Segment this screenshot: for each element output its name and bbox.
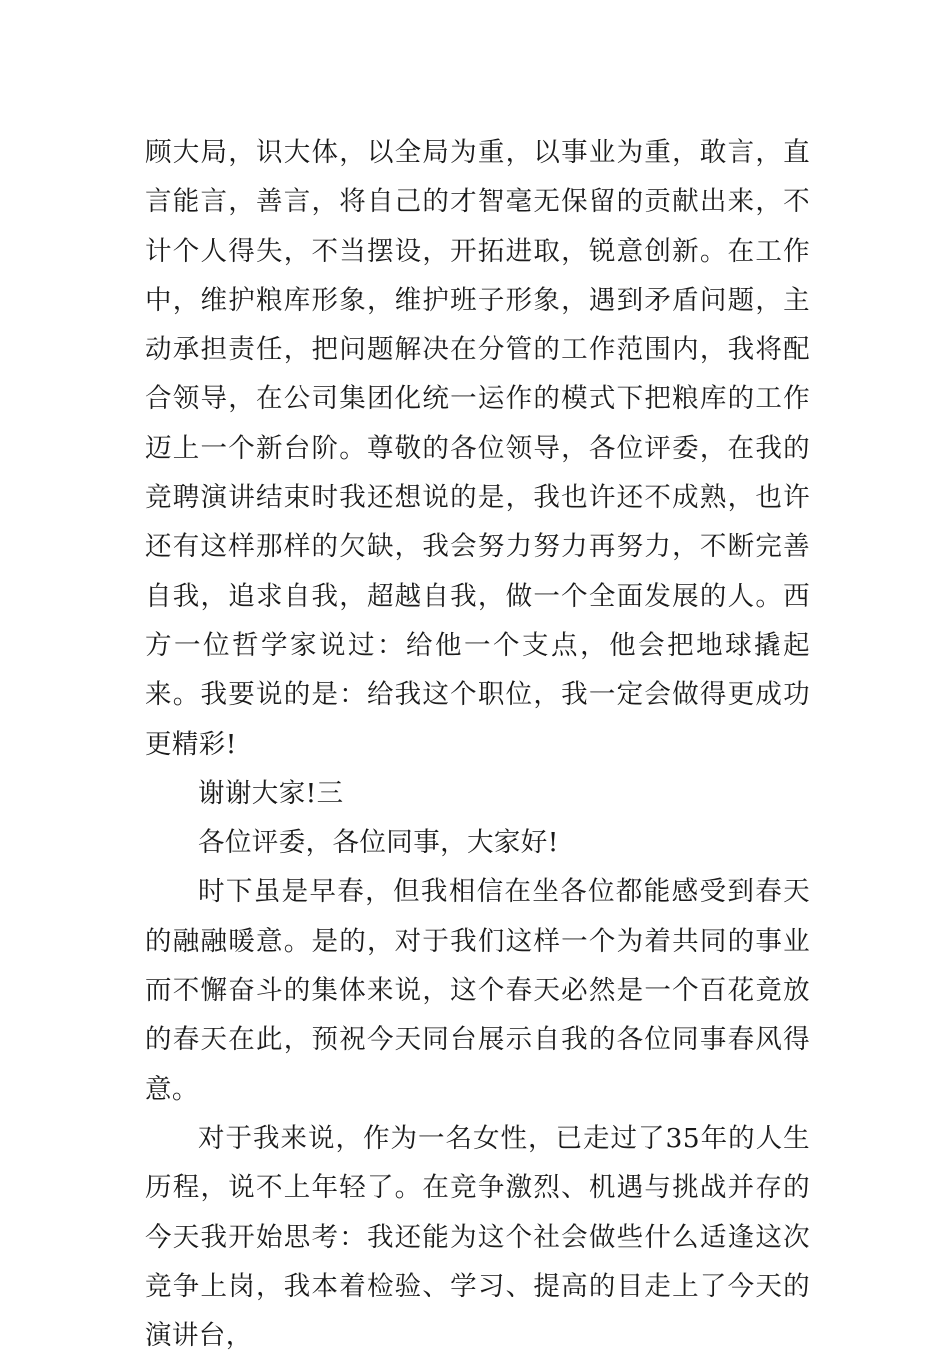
paragraph-personal: 对于我来说，作为一名女性，已走过了35年的人生历程，说不上年轻了。在竞争激烈、机遇与挑战并存的今天我开始思考：我还能为这个社会做些什么适逢这次竞争上岗，我本着检验、学习、提高的目走上了今天的演讲台， bbox=[145, 1122, 810, 1352]
document-body bbox=[145, 128, 810, 1360]
paragraph-greeting: 各位评委，各位同事，大家好! bbox=[198, 827, 559, 859]
paragraph-spring: 时下虽是早春，但我相信在坐各位都能感受到春天的融融暖意。是的，对于我们这样一个为着共同的事业而不懈奋斗的集体来说，这个春天必然是一个百花竟放的春天在此，预祝今天同台展示自我的各位同事春风得意。 bbox=[145, 876, 810, 1105]
paragraph-speech-closing: 顾大局，识大体，以全局为重，以事业为重，敢言，直言能言，善言，将自己的才智毫无保留的贡献出来，不计个人得失，不当摆设，开拓进取，锐意创新。在工作中，维护粮库形象，维护班子形象，遇到矛盾问题，主动承担责任，把问题解决在分管的工作范围内，我将配合领导，在公司集团化统一运作的模式下把粮库的工作迈上一个新台阶。尊敬的各位领导，各位评委，在我的竞聘演讲结束时我还想说的是，我也许还不成熟，也许还有这样那样的欠缺，我会努力努力再努力，不断完善自我，追求自我，超越自我，做一个全面发展的人。西方一位哲学家说过：给他一个支点，他会把地球撬起来。我要说的是：给我这个职位，我一定会做得更成功更精彩! bbox=[145, 137, 810, 760]
paragraph-thanks: 谢谢大家!三 bbox=[198, 777, 344, 809]
